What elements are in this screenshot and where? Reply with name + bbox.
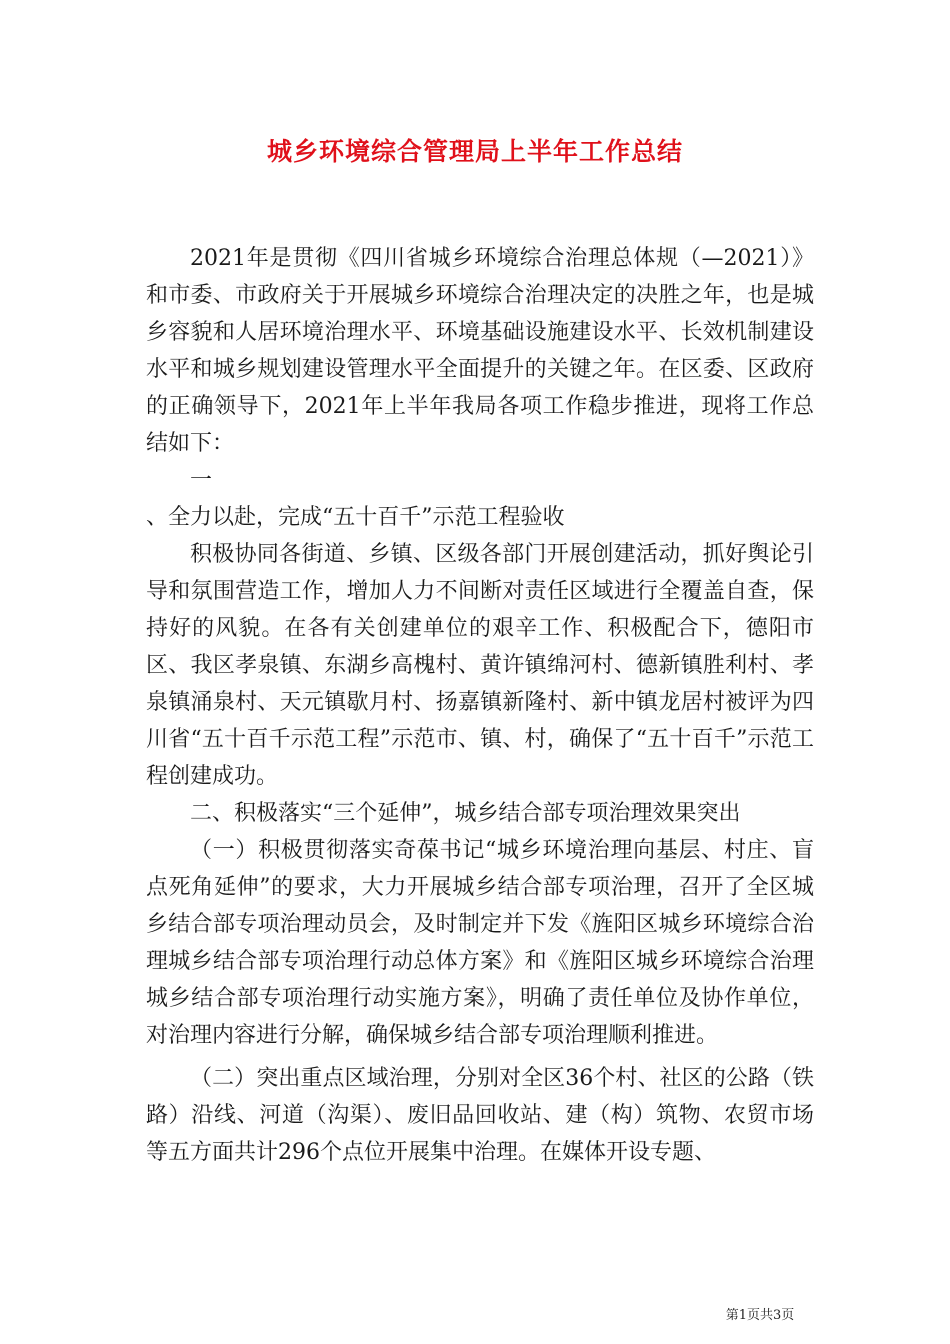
document-body bbox=[146, 240, 814, 1171]
document-title: 城乡环境综合管理局上半年工作总结 bbox=[266, 137, 683, 166]
paragraph-intro: 2021年是贯彻《四川省城乡环境综合治理总体规（—2021）》和市委、市政府关于开展城乡环境综合治理决定的决胜之年，也是城乡容貌和人居环境治理水平、环境基础设施建设水平、长效机制建设水平和城乡规划建设管理水平全面提升的关键之年。在区委、区政府的正确领导下，2021年上半年我局各项工作稳步推进，现将工作总结如下： bbox=[146, 246, 814, 456]
paragraph-subsection-one: （一）积极贯彻落实奇葆书记“城乡环境治理向基层、村庄、盲点死角延伸”的要求，大力开展城乡结合部专项治理，召开了全区城乡结合部专项治理动员会，及时制定并下发《旌阳区城乡环境综合治理城乡结合部专项治理行动总体方案》和《旌阳区城乡环境综合治理城乡结合部专项治理行动实施方案》，明确了责任单位及协作单位，对治理内容进行分解，确保城乡结合部专项治理顺利推进。 bbox=[146, 838, 814, 1048]
page-number: 第1页共3页 bbox=[725, 1308, 795, 1323]
section-two-heading: 二、积极落实“三个延伸”，城乡结合部专项治理效果突出 bbox=[190, 801, 741, 826]
section-one-heading: 、全力以赴，完成“五十百千”示范工程验收 bbox=[146, 505, 565, 530]
paragraph-section-one: 积极协同各街道、乡镇、区级各部门开展创建活动，抓好舆论引导和氛围营造工作，增加人力不间断对责任区域进行全覆盖自查，保持好的风貌。在各有关创建单位的艰辛工作、积极配合下，德阳市区、我区孝泉镇、东湖乡高槐村、黄许镇绵河村、德新镇胜利村、孝泉镇涌泉村、天元镇歇月村、扬嘉镇新隆村、新中镇龙居村被评为四川省“五十百千示范工程”示范市、镇、村，确保了“五十百千”示范工程创建成功。 bbox=[146, 542, 814, 789]
section-one-number: 一 bbox=[190, 468, 213, 493]
paragraph-subsection-two: （二）突出重点区域治理，分别对全区36个村、社区的公路（铁路）沿线、河道（沟渠）、废旧品回收站、建（构）筑物、农贸市场等五方面共计296个点位开展集中治理。在媒体开设专题、 bbox=[146, 1066, 814, 1165]
